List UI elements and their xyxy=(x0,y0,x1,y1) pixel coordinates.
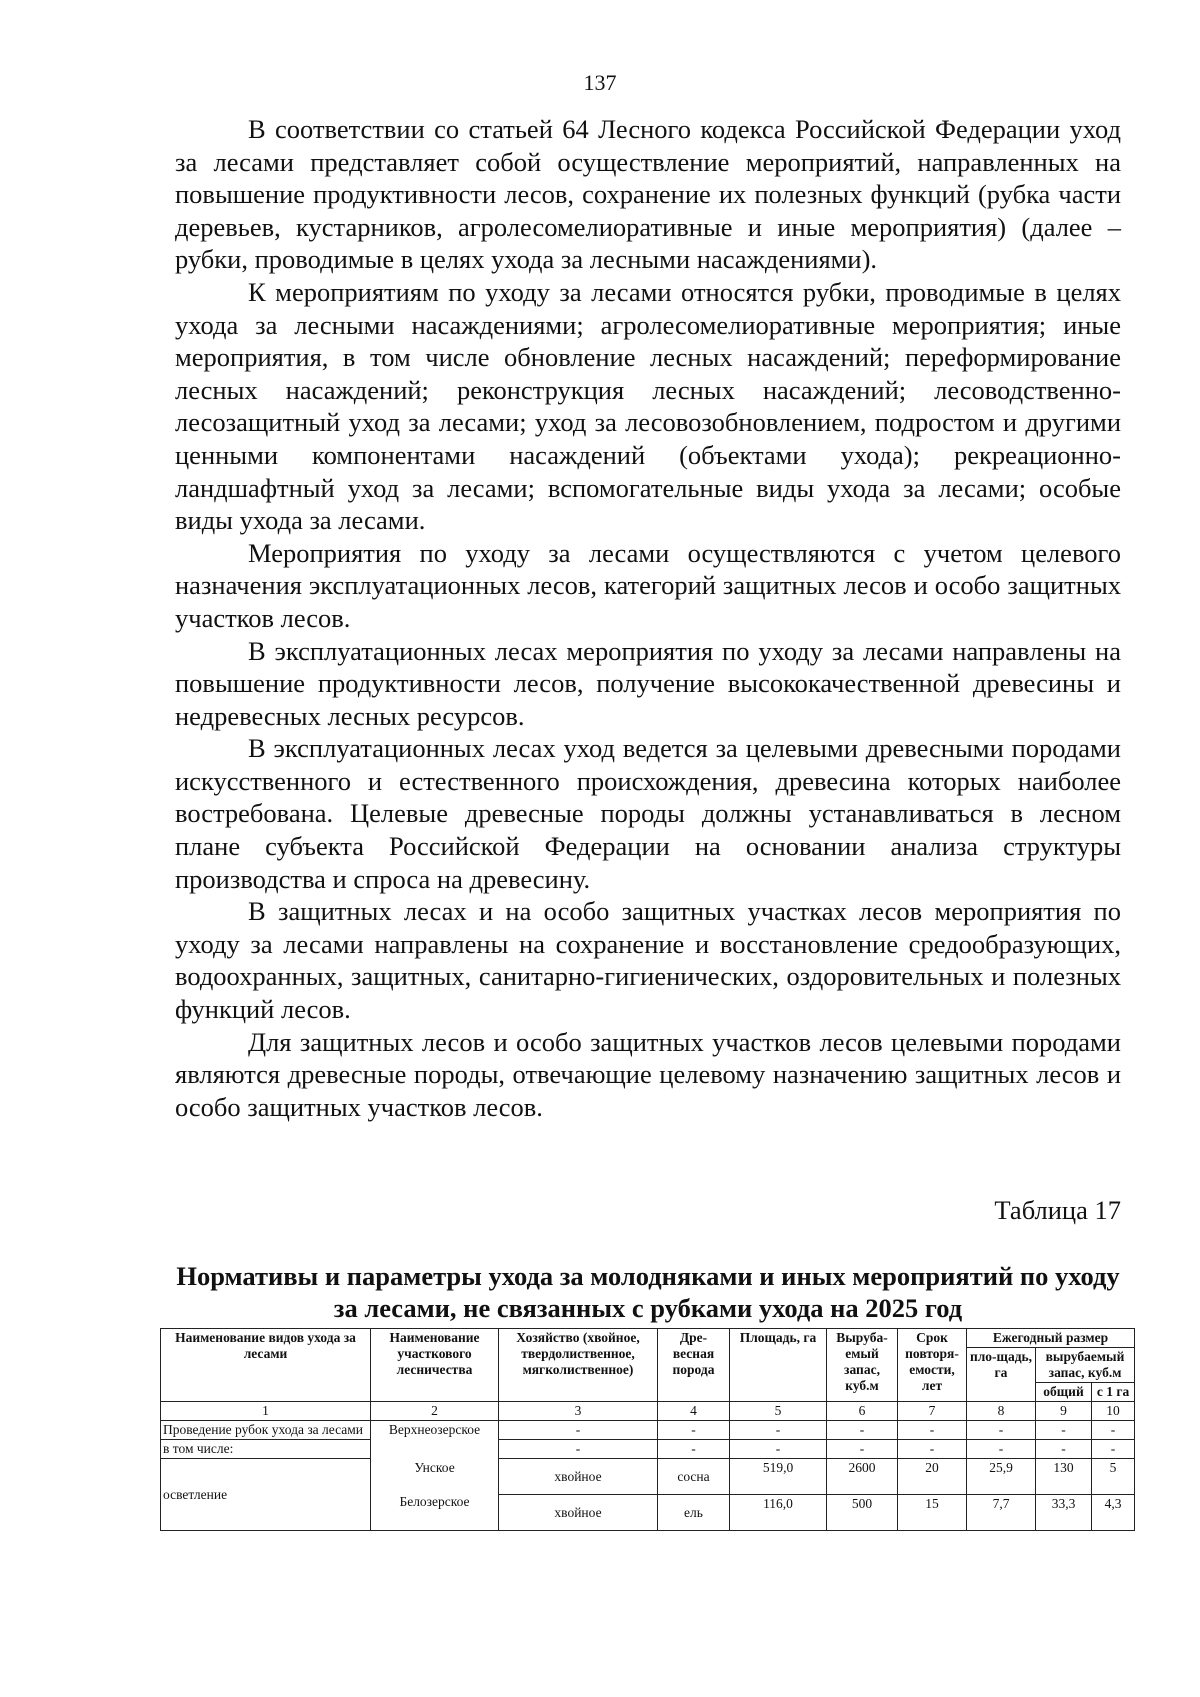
header-per-ha: с 1 га xyxy=(1092,1383,1135,1402)
cell-annual-per-ha: - xyxy=(1092,1440,1135,1459)
norms-table xyxy=(160,1328,1135,1531)
cell-annual-area: 25,9 xyxy=(967,1459,1036,1495)
cell-farm: хвойное xyxy=(499,1459,658,1495)
cell-area: - xyxy=(730,1421,827,1440)
cell-area: 116,0 xyxy=(730,1495,827,1531)
paragraph: К мероприятиям по уходу за лесами относятся рубки, проводимые в целях ухода за лесными насаждениями; агролесомелиоративные мероприятия; иные мероприятия, в том числе обновление лесных насаждений; переформирование лесных насаждений; реконструкция лесных насаждений; лесоводственно-лесозащитный уход за лесами; уход за лесовозобновлением, подростом и другими ценными компонентами насаждений (объектами ухода); рекреационно-ландшафтный уход за лесами; вспомогательные виды ухода за лесами; особые виды ухода за лесами. xyxy=(175,276,1121,536)
header-species: Дре-весная порода xyxy=(658,1329,730,1402)
header-total: общий xyxy=(1036,1383,1092,1402)
forestry-name: Верхнеозерское xyxy=(388,1422,481,1437)
cell-volume: 2600 xyxy=(827,1459,898,1495)
cell-period: 20 xyxy=(898,1459,967,1495)
table-caption: Таблица 17 xyxy=(994,1195,1121,1225)
cell-type: Проведение рубок ухода за лесами xyxy=(161,1421,371,1440)
cell-type: осветление xyxy=(161,1459,371,1531)
col-number: 8 xyxy=(967,1402,1036,1421)
cell-farm: - xyxy=(499,1421,658,1440)
cell-annual-per-ha: 4,3 xyxy=(1092,1495,1135,1531)
col-number: 2 xyxy=(371,1402,499,1421)
cell-species: - xyxy=(658,1421,730,1440)
header-type: Наименование видов ухода за лесами xyxy=(161,1329,371,1402)
paragraph: В защитных лесах и на особо защитных участках лесов мероприятия по уходу за лесами направлены на сохранение и восстановление средообразующих, водоохранных, защитных, санитарно-гигиенических, оздоровительных и полезных функций лесов. xyxy=(175,896,1121,1025)
cell-area: - xyxy=(730,1440,827,1459)
header-annual: Ежегодный размер xyxy=(967,1329,1135,1348)
cell-annual-total: 33,3 xyxy=(1036,1495,1092,1531)
cell-annual-total: 130 xyxy=(1036,1459,1092,1495)
col-number: 7 xyxy=(898,1402,967,1421)
column-number-row xyxy=(161,1402,1135,1421)
cell-volume: - xyxy=(827,1421,898,1440)
cell-farm: хвойное xyxy=(499,1495,658,1531)
cell-species: сосна xyxy=(658,1459,730,1495)
header-annual-volume: вырубаемый запас, куб.м xyxy=(1036,1348,1135,1383)
cell-area: 519,0 xyxy=(730,1459,827,1495)
cell-annual-total: - xyxy=(1036,1421,1092,1440)
cell-period: 15 xyxy=(898,1495,967,1531)
cell-annual-area: 7,7 xyxy=(967,1495,1036,1531)
cell-period: - xyxy=(898,1421,967,1440)
col-number: 3 xyxy=(499,1402,658,1421)
header-forestry: Наименование участкового лесничества xyxy=(371,1329,499,1402)
cell-annual-area: - xyxy=(967,1421,1036,1440)
cell-period: - xyxy=(898,1440,967,1459)
col-number: 10 xyxy=(1092,1402,1135,1421)
paragraph: В эксплуатационных лесах уход ведется за целевыми древесными породами искусственного и естественного происхождения, древесина которых наиболее востребована. Целевые древесные породы должны устанавливаться в лесном плане субъекта Российской Федерации на основании анализа структуры производства и спроса на древесину. xyxy=(175,733,1121,894)
paragraph: Мероприятия по уходу за лесами осуществляются с учетом целевого назначения эксплуатационных лесов, категорий защитных лесов и особо защитных участков лесов. xyxy=(175,537,1121,633)
page-number: 137 xyxy=(583,70,617,95)
cell-volume: - xyxy=(827,1440,898,1459)
cell-farm: - xyxy=(499,1440,658,1459)
cell-annual-area: - xyxy=(967,1440,1036,1459)
forestry-name: Унское xyxy=(414,1460,455,1475)
cell-annual-total: - xyxy=(1036,1440,1092,1459)
cell-species: ель xyxy=(658,1495,730,1531)
col-number: 4 xyxy=(658,1402,730,1421)
header-volume: Выруба-емый запас, куб.м xyxy=(827,1329,898,1402)
table-row xyxy=(161,1440,1135,1459)
paragraph: В соответствии со статьей 64 Лесного кодекса Российской Федерации уход за лесами представляет собой осуществление мероприятий, направленных на повышение продуктивности лесов, сохранение их полезных функций (рубка части деревьев, кустарников, агролесомелиоративные и иные мероприятия) (далее – рубки, проводимые в целях ухода за лесными насаждениями). xyxy=(175,114,1121,275)
header-area: Площадь, га xyxy=(730,1329,827,1402)
paragraph: В эксплуатационных лесах мероприятия по уходу за лесами направлены на повышение продуктивности лесов, получение высококачественной древесины и недревесных лесных ресурсов. xyxy=(175,635,1121,731)
header-period: Срок повторя-емости, лет xyxy=(898,1329,967,1402)
cell-annual-per-ha: 5 xyxy=(1092,1459,1135,1495)
header-farm: Хозяйство (хвойное, твердолиственное, мягколиственное) xyxy=(499,1329,658,1402)
table-row xyxy=(161,1459,1135,1495)
paragraph: Для защитных лесов и особо защитных участков лесов целевыми породами являются древесные породы, отвечающие целевому назначению защитных лесов и особо защитных участков лесов. xyxy=(175,1026,1121,1122)
col-number: 5 xyxy=(730,1402,827,1421)
header-annual-area: пло-щадь, га xyxy=(967,1348,1036,1402)
table-row xyxy=(161,1421,1135,1440)
cell-type: в том числе: xyxy=(161,1440,371,1459)
cell-species: - xyxy=(658,1440,730,1459)
cell-volume: 500 xyxy=(827,1495,898,1531)
table-title: Нормативы и параметры ухода за молодняками и иных мероприятий по уходу за лесами, не связанных с рубками ухода на 2025 год xyxy=(176,1261,1120,1323)
cell-annual-per-ha: - xyxy=(1092,1421,1135,1440)
body-text xyxy=(175,113,1121,1123)
cell-forestries xyxy=(371,1421,499,1531)
col-number: 6 xyxy=(827,1402,898,1421)
forestry-name: Белозерское xyxy=(399,1494,470,1509)
col-number: 9 xyxy=(1036,1402,1092,1421)
col-number: 1 xyxy=(161,1402,371,1421)
